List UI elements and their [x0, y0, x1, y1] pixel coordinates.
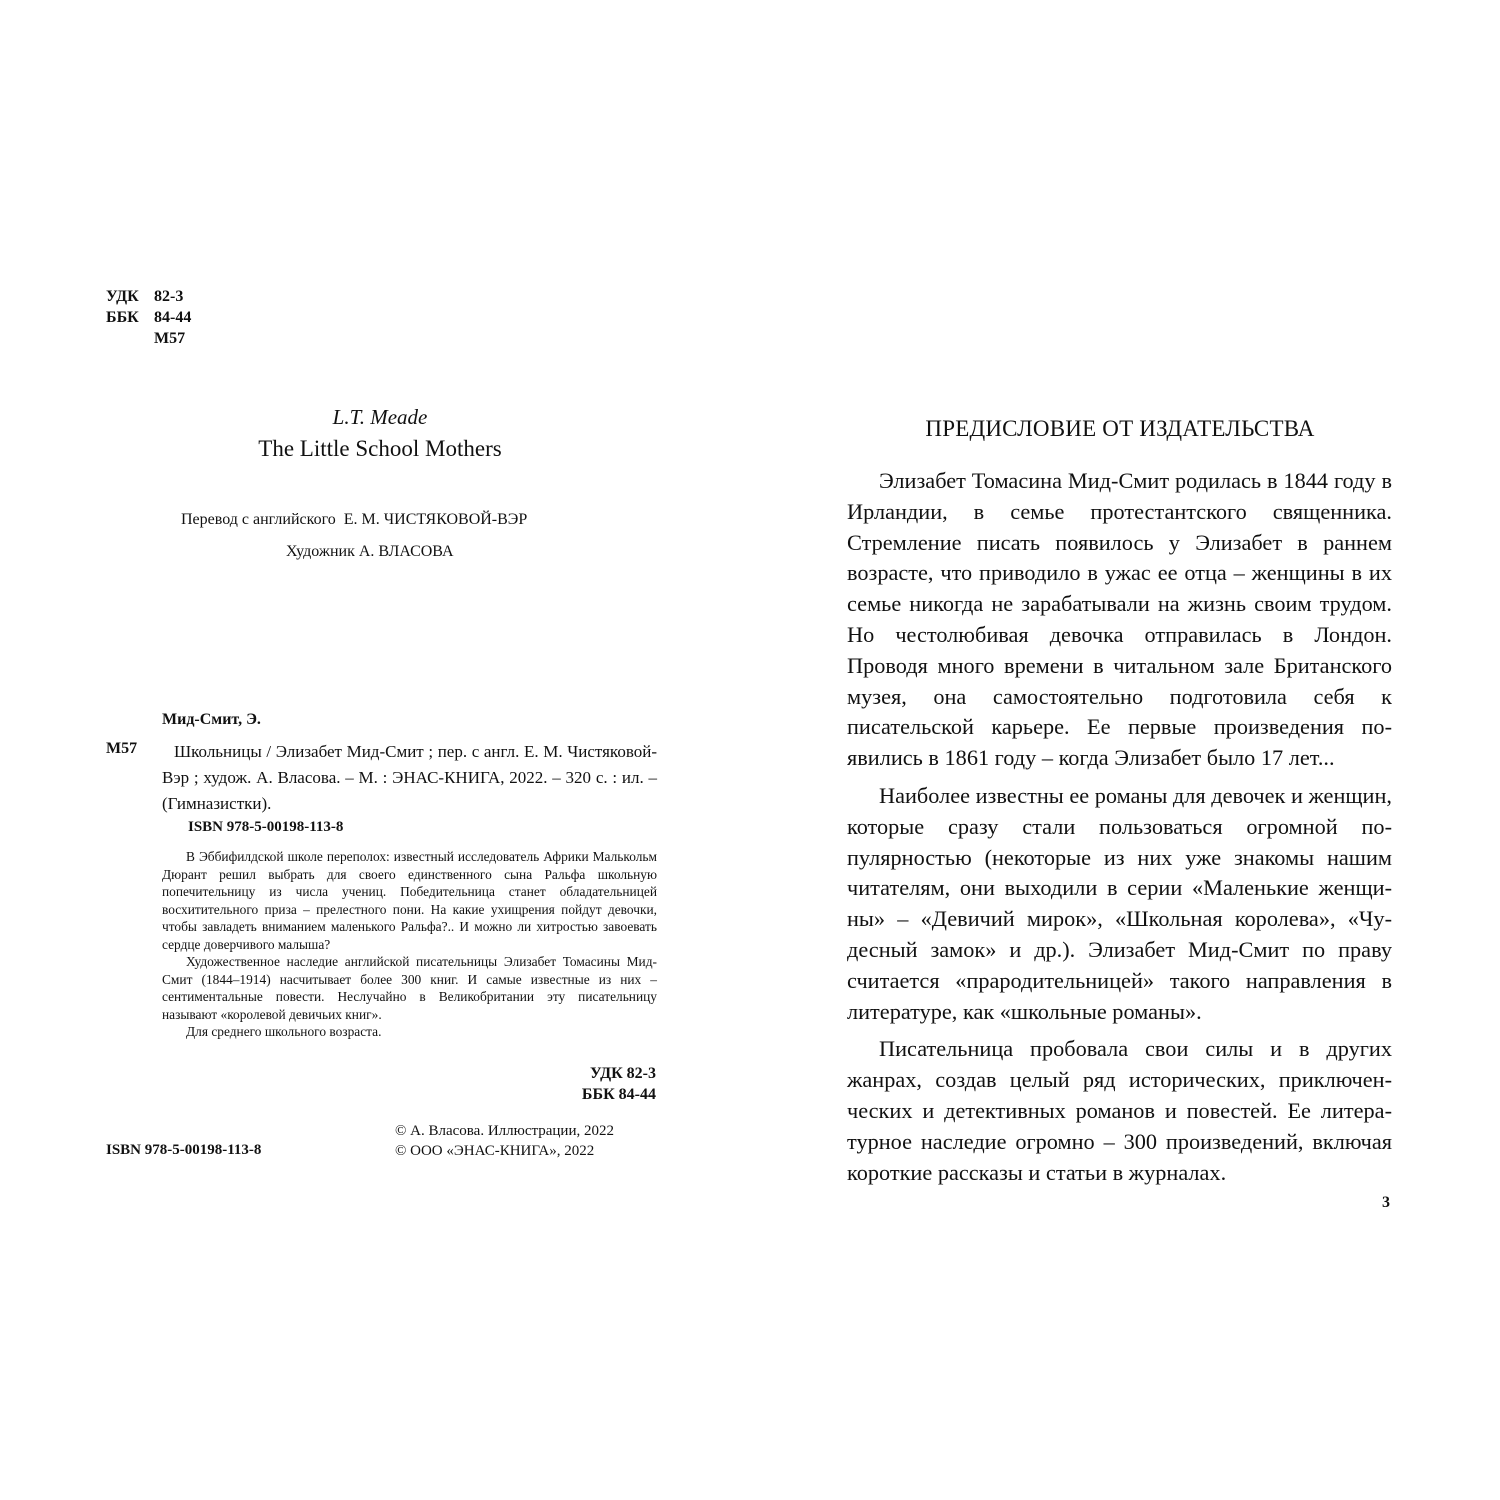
page-number: 3 [1382, 1194, 1390, 1211]
copyright-block [395, 1121, 614, 1161]
artist-credit [286, 543, 454, 561]
code-row [106, 307, 191, 328]
preface-paragraph: Наиболее известны ее романы для девочек и женщин, которые сразу стали пользоваться огромной популярностью (некоторые из них уже знакомы нашим читателям, они выходили в серии «Маленькие женщины» – «Девичий мирок», «Школьная королева», «Чудесный замок» и др.). Элизабет Мид-Смит по праву считается «прародительницей» такого направления в литературе, как «школьные романы». [847, 782, 1392, 1024]
copyright-line: © А. Власова. Иллюстрации, 2022 [395, 1123, 614, 1139]
isbn-footer: ISBN 978-5-00198-113-8 [106, 1142, 262, 1158]
artist-name: А. ВЛАСОВА [358, 543, 454, 560]
original-title: The Little School Mothers [258, 436, 502, 461]
preface-body [847, 466, 1392, 1195]
annotation-paragraph: В Эббифилдской школе переполох: известный исследователь Африки Малькольм Дюрант решил выбрать для своего единственного сына Ральфа школьную попечительницу из числа учениц. Победительница станет обладательницей восхитительного приза – прелестного пони. На какие ухищрения пойдут девочки, чтобы завладеть вниманием маленького Ральфа?.. И можно ли хитростью завоевать сердце доверчивого малыша? [162, 849, 657, 952]
annotation [162, 848, 657, 1041]
translator-name: Е. М. ЧИСТЯКОВОЙ-ВЭР [343, 511, 528, 528]
original-author: L.T. Meade [332, 405, 428, 429]
code-key: УДК [106, 288, 139, 305]
annotation-paragraph: Для среднего школьного возраста. [186, 1024, 382, 1039]
code-key: ББК [106, 309, 139, 326]
artist-label: Художник [286, 543, 355, 560]
code-value: М57 [154, 330, 186, 347]
annotation-paragraph: Художественное наследие английской писательницы Элизабет Томасины Мид-Смит (1844–1914) насчитывает более 300 книг. И самые известные из них – сентиментальные повести. Неслучайно в Великобритании эту писательницу называют «королевой девичьих книг». [162, 954, 657, 1022]
author-sign: М57 [106, 740, 138, 757]
code-key [106, 328, 154, 349]
code-row [106, 328, 191, 349]
classification-codes [106, 286, 191, 349]
copyright-line: © ООО «ЭНАС-КНИГА», 2022 [395, 1143, 595, 1159]
code-row [106, 286, 191, 307]
code-line: УДК 82-3 [589, 1065, 656, 1082]
bibliographic-entry: Школьницы / Элизабет Мид-Смит ; пер. с англ. Е. М. Чистяковой-Вэр ; худож. А. Власова. – М. : ЭНАС-КНИГА, 2022. – 320 с. : ил. – (Гимназистки). [162, 742, 657, 813]
preface-paragraph: Писательница пробовала свои силы и в других жанрах, создав целый ряд исторических, приключенческих и детективных романов и повестей. Ее литературное наследие огромно – 300 произведений, включая короткие рассказы и статьи в журналах. [847, 1036, 1392, 1185]
preface-paragraph: Элизабет Томасина Мид-Смит родилась в 1844 году в Ирландии, в семье протестантского священника. Стремление писать появилось у Элизабет в раннем возрасте, что приводило в ужас ее отца – женщины в их семье никогда не зарабатывали на жизнь своим трудом. Но честолюбивая девочка отправилась в Лондон. Проводя много времени в читальном зале Британского музея, она самостоятельно подготовила себя к писательской карьере. Ее первые произведения появились в 1861 году – когда Элизабет было 17 лет... [847, 468, 1392, 771]
isbn-entry: ISBN 978-5-00198-113-8 [188, 819, 344, 835]
code-value: 84-44 [154, 309, 192, 326]
translator-credit [181, 511, 527, 529]
code-line: ББК 84-44 [581, 1086, 656, 1103]
classification-codes-right [560, 1063, 656, 1105]
translator-label: Перевод с английского [181, 511, 336, 528]
right-page [750, 0, 1500, 1500]
page-title: ПРЕДИСЛОВИЕ ОТ ИЗДАТЕЛЬСТВА [925, 416, 1315, 441]
code-value: 82-3 [154, 288, 184, 305]
bibliographic-heading: Мид-Смит, Э. [162, 711, 261, 728]
